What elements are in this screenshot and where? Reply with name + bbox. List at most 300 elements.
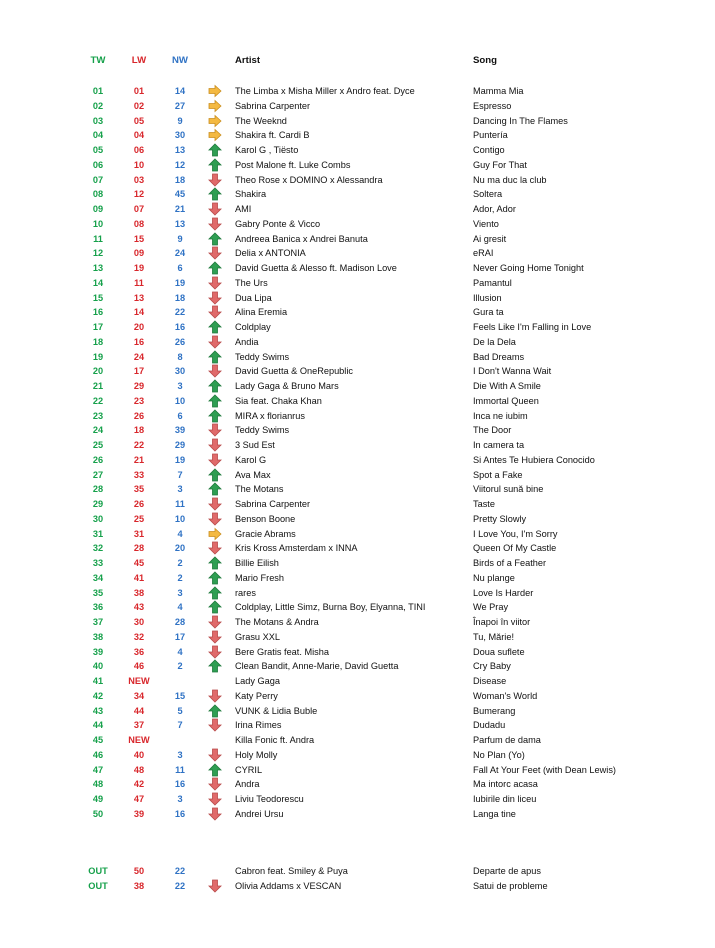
lw-rank: 47	[133, 794, 145, 804]
nw-count: 29	[174, 440, 186, 450]
chart-row	[0, 586, 715, 601]
lw-rank: 28	[133, 543, 145, 554]
artist-name: The Motans	[235, 484, 284, 495]
chart-row	[0, 512, 715, 527]
nw-count: 8	[177, 351, 183, 362]
arrow-down-icon	[208, 173, 222, 187]
song-title: Departe de apus	[473, 866, 541, 876]
tw-rank: 44	[92, 720, 104, 731]
artist-name: rares	[235, 587, 256, 598]
arrow-right-icon	[208, 114, 222, 128]
arrow-up-icon	[208, 187, 222, 201]
song-title: Dancing In The Flames	[473, 115, 568, 126]
nw-count: 15	[174, 690, 186, 701]
artist-name: Benson Boone	[235, 513, 296, 524]
song-title: Espresso	[473, 100, 512, 111]
arrow-down-icon	[208, 305, 222, 319]
arrow-up-icon	[208, 704, 222, 718]
nw-count: 27	[174, 100, 186, 111]
artist-name: Coldplay, Little Simz, Burna Boy, Elyanna, TINI	[235, 602, 426, 613]
nw-count: 3	[177, 794, 183, 804]
lw-rank: 12	[133, 189, 145, 200]
arrow-right-icon	[208, 527, 222, 541]
artist-name: Kris Kross Amsterdam x INNA	[235, 543, 358, 554]
arrow-down-icon	[208, 777, 222, 791]
tw-rank: 23	[92, 410, 104, 421]
chart-row	[0, 468, 715, 483]
nw-count: 18	[174, 292, 186, 303]
lw-rank: 50	[133, 866, 145, 876]
out-rows	[0, 864, 715, 894]
artist-name: David Guetta & OneRepublic	[235, 366, 353, 377]
nw-count: 2	[177, 572, 183, 583]
chart-row	[0, 792, 715, 807]
artist-name: Shakira ft. Cardi B	[235, 130, 310, 141]
arrow-down-icon	[208, 364, 222, 378]
arrow-up-icon	[208, 320, 222, 334]
arrow-up-icon	[208, 571, 222, 585]
artist-name: Mario Fresh	[235, 572, 285, 583]
artist-name: CYRIL	[235, 764, 263, 775]
lw-rank: 26	[133, 499, 145, 509]
arrow-right-icon	[208, 99, 222, 113]
song-title: Feels Like I'm Falling in Love	[473, 322, 592, 332]
arrow-down-icon	[208, 246, 222, 260]
lw-rank: 40	[133, 749, 145, 760]
nw-count: 6	[177, 263, 183, 273]
lw-rank: NEW	[128, 676, 150, 686]
chart-row	[0, 232, 715, 247]
tw-rank: 02	[92, 100, 104, 111]
lw-rank: 31	[133, 528, 145, 539]
chart-row	[0, 261, 715, 276]
arrow-right-icon	[208, 84, 222, 98]
tw-rank: 41	[92, 676, 104, 686]
arrow-down-icon	[208, 748, 222, 762]
chart-row	[0, 527, 715, 542]
arrow-down-icon	[208, 630, 222, 644]
chart-row	[0, 571, 715, 586]
song-title: I Love You, I'm Sorry	[473, 528, 558, 539]
song-title: Dudadu	[473, 720, 506, 731]
arrow-down-icon	[208, 689, 222, 703]
artist-name: The Limba x Misha Miller x Andro feat. Dyce	[235, 86, 415, 96]
nw-count: 22	[174, 880, 186, 891]
chart-row	[0, 541, 715, 556]
artist-name: VUNK & Lidia Buble	[235, 705, 318, 716]
artist-name: Dua Lipa	[235, 292, 272, 303]
song-title: Satui de probleme	[473, 880, 548, 891]
lw-rank: 18	[133, 425, 145, 436]
lw-rank: 11	[134, 277, 144, 288]
nw-header: NW	[172, 55, 188, 66]
song-title: In camera ta	[473, 440, 525, 450]
lw-header: LW	[131, 55, 147, 66]
lw-rank: 19	[133, 263, 145, 273]
lw-rank: 08	[133, 218, 145, 229]
lw-rank: 05	[133, 115, 145, 126]
lw-rank: 02	[133, 100, 145, 111]
lw-rank: 14	[133, 307, 145, 318]
nw-count: 11	[175, 499, 185, 509]
tw-rank: 06	[92, 159, 104, 170]
tw-rank: 12	[92, 248, 104, 259]
artist-name: Lady Gaga	[235, 676, 280, 686]
arrow-down-icon	[208, 453, 222, 467]
arrow-up-icon	[208, 482, 222, 496]
tw-rank: 46	[92, 749, 104, 760]
song-title: Si Antes Te Hubiera Conocido	[473, 454, 595, 465]
arrow-down-icon	[208, 541, 222, 555]
lw-rank: 37	[133, 720, 145, 731]
nw-count: 30	[174, 130, 186, 141]
arrow-down-icon	[208, 645, 222, 659]
artist-name: Delia x ANTONIA	[235, 248, 306, 259]
artist-name: Lady Gaga & Bruno Mars	[235, 381, 339, 391]
artist-name: Cabron feat. Smiley & Puya	[235, 866, 348, 876]
lw-rank: 03	[133, 174, 145, 185]
lw-rank: 32	[133, 631, 145, 642]
chart-row	[0, 305, 715, 320]
chart-row	[0, 615, 715, 630]
chart-rows	[0, 84, 715, 822]
nw-count: 18	[174, 174, 186, 185]
tw-rank: 42	[92, 690, 104, 701]
tw-rank: 22	[92, 395, 104, 406]
tw-rank: OUT	[88, 880, 108, 891]
song-title: Fall At Your Feet (with Dean Lewis)	[473, 764, 616, 775]
artist-name: Liviu Teodorescu	[235, 794, 304, 804]
arrow-up-icon	[208, 394, 222, 408]
nw-count: 3	[177, 484, 183, 495]
song-title: Love Is Harder	[473, 587, 534, 598]
arrow-up-icon	[208, 261, 222, 275]
song-title: Never Going Home Tonight	[473, 263, 584, 273]
tw-rank: 25	[92, 440, 104, 450]
tw-rank: 37	[92, 617, 104, 627]
lw-rank: 35	[133, 484, 145, 495]
lw-rank: 46	[133, 661, 145, 672]
arrow-up-icon	[208, 586, 222, 600]
lw-rank: 44	[133, 705, 145, 716]
artist-name: Karol G , Tiësto	[235, 145, 299, 155]
song-title: Tu, Mărie!	[473, 631, 515, 642]
chart-row	[0, 748, 715, 763]
tw-rank: 11	[93, 233, 103, 244]
chart-row	[0, 879, 715, 894]
song-title: Viento	[473, 218, 499, 229]
song-title: Taste	[473, 499, 495, 509]
chart-row	[0, 497, 715, 512]
chart-row	[0, 217, 715, 232]
chart-row	[0, 763, 715, 778]
artist-name: Andreea Banica x Andrei Banuta	[235, 233, 368, 244]
lw-rank: 04	[133, 130, 145, 141]
nw-count: 14	[174, 86, 186, 96]
tw-rank: 34	[92, 572, 104, 583]
song-title: Doua suflete	[473, 646, 525, 657]
chart-row	[0, 114, 715, 129]
artist-name: Gabry Ponte & Vicco	[235, 218, 321, 229]
song-title: No Plan (Yo)	[473, 749, 525, 760]
chart-row	[0, 173, 715, 188]
tw-rank: 05	[92, 145, 104, 155]
arrow-up-icon	[208, 350, 222, 364]
no-trend-icon	[208, 864, 222, 878]
song-title: Ma intorc acasa	[473, 779, 538, 790]
nw-count: 39	[174, 425, 186, 436]
song-title: Parfum de dama	[473, 735, 541, 745]
arrow-down-icon	[208, 276, 222, 290]
chart-row	[0, 84, 715, 99]
chart-row	[0, 202, 715, 217]
artist-name: Karol G	[235, 454, 267, 465]
chart-row	[0, 291, 715, 306]
nw-count: 45	[174, 189, 186, 200]
arrow-up-icon	[208, 659, 222, 673]
chart-row	[0, 246, 715, 261]
song-title: We Pray	[473, 602, 509, 613]
tw-rank: 50	[92, 808, 104, 819]
song-title: Inca ne iubim	[473, 410, 528, 421]
nw-count: 19	[174, 277, 186, 288]
artist-name: Alina Eremia	[235, 307, 288, 318]
chart-row	[0, 674, 715, 689]
tw-rank: 26	[92, 454, 104, 465]
song-title: Immortal Queen	[473, 395, 539, 406]
lw-rank: 20	[133, 322, 145, 332]
song-title: The Door	[473, 425, 512, 436]
tw-rank: 07	[92, 174, 104, 185]
chart-row	[0, 276, 715, 291]
nw-count: 3	[177, 749, 183, 760]
arrow-up-icon	[208, 232, 222, 246]
arrow-down-icon	[208, 335, 222, 349]
chart-row	[0, 409, 715, 424]
nw-count: 22	[174, 866, 186, 876]
tw-rank: 39	[92, 646, 104, 657]
lw-rank: 36	[133, 646, 145, 657]
song-title: Viitorul sună bine	[473, 484, 544, 495]
arrow-down-icon	[208, 807, 222, 821]
tw-rank: 13	[92, 263, 104, 273]
arrow-up-icon	[208, 409, 222, 423]
arrow-up-icon	[208, 763, 222, 777]
arrow-down-icon	[208, 438, 222, 452]
song-title: Puntería	[473, 130, 508, 141]
chart-row	[0, 807, 715, 822]
song-title: Bumerang	[473, 705, 516, 716]
lw-rank: 16	[133, 336, 145, 347]
chart-row	[0, 379, 715, 394]
artist-name: Clean Bandit, Anne-Marie, David Guetta	[235, 661, 399, 672]
nw-count: 20	[174, 543, 186, 554]
tw-rank: 27	[92, 469, 104, 480]
tw-rank: 40	[92, 661, 104, 672]
artist-name: Coldplay	[235, 322, 271, 332]
artist-name: AMI	[235, 204, 252, 214]
artist-name: Sabrina Carpenter	[235, 499, 311, 509]
artist-name: MIRA x florianrus	[235, 410, 305, 421]
arrow-down-icon	[208, 217, 222, 231]
arrow-up-icon	[208, 600, 222, 614]
chart-row	[0, 733, 715, 748]
lw-rank: 17	[133, 366, 145, 377]
song-title: Illusion	[473, 292, 502, 303]
chart-row	[0, 777, 715, 792]
nw-count: 9	[177, 233, 183, 244]
arrow-down-icon	[208, 718, 222, 732]
chart-row	[0, 143, 715, 158]
chart-row	[0, 704, 715, 719]
lw-rank: 24	[133, 351, 145, 362]
lw-rank: 21	[133, 454, 145, 465]
tw-rank: 08	[92, 189, 104, 200]
nw-count: 4	[177, 528, 183, 539]
lw-rank: 23	[133, 395, 145, 406]
chart-row	[0, 187, 715, 202]
nw-count: 30	[174, 366, 186, 377]
lw-rank: 38	[133, 587, 145, 598]
tw-rank: 09	[92, 204, 104, 214]
tw-rank: 30	[92, 513, 104, 524]
lw-rank: 34	[133, 690, 145, 701]
artist-name: Teddy Swims	[235, 351, 290, 362]
nw-count: 4	[177, 646, 183, 657]
song-title: Guy For That	[473, 159, 527, 170]
song-title: Înapoi în viitor	[473, 617, 531, 627]
chart-row	[0, 556, 715, 571]
chart-row	[0, 718, 715, 733]
song-title: Pamantul	[473, 277, 512, 288]
chart-row	[0, 630, 715, 645]
lw-rank: 33	[133, 469, 145, 480]
arrow-up-icon	[208, 468, 222, 482]
lw-rank: 41	[133, 572, 145, 583]
nw-count: 3	[177, 587, 183, 598]
tw-header: TW	[90, 55, 106, 66]
nw-count: 9	[177, 115, 183, 126]
arrow-down-icon	[208, 792, 222, 806]
chart-row	[0, 600, 715, 615]
no-trend-icon	[208, 674, 222, 688]
chart-row	[0, 659, 715, 674]
nw-count: 21	[174, 204, 186, 214]
artist-name: The Motans & Andra	[235, 617, 319, 627]
artist-name: The Weeknd	[235, 115, 287, 126]
chart-row	[0, 158, 715, 173]
arrow-down-icon	[208, 423, 222, 437]
artist-name: Theo Rose x DOMINO x Alessandra	[235, 174, 383, 185]
song-title: Ai gresit	[473, 233, 507, 244]
chart-row	[0, 482, 715, 497]
arrow-down-icon	[208, 497, 222, 511]
song-title: Bad Dreams	[473, 351, 525, 362]
tw-rank: OUT	[88, 866, 108, 876]
lw-rank: 15	[133, 233, 145, 244]
nw-count: 13	[174, 145, 186, 155]
chart-row	[0, 689, 715, 704]
tw-rank: 21	[92, 381, 104, 391]
song-title: Birds of a Feather	[473, 558, 547, 568]
artist-name: Billie Eilish	[235, 558, 279, 568]
artist-name: Olivia Addams x VESCAN	[235, 880, 342, 891]
artist-name: Andia	[235, 336, 259, 347]
lw-rank: 42	[133, 779, 145, 790]
no-trend-icon	[208, 733, 222, 747]
song-title: I Don't Wanna Wait	[473, 366, 552, 377]
arrow-right-icon	[208, 128, 222, 142]
arrow-down-icon	[208, 615, 222, 629]
lw-rank: 39	[133, 808, 145, 819]
artist-name: Holy Molly	[235, 749, 278, 760]
nw-count: 16	[174, 322, 186, 332]
arrow-up-icon	[208, 158, 222, 172]
tw-rank: 38	[92, 631, 104, 642]
nw-count: 5	[177, 705, 183, 716]
artist-name: The Urs	[235, 277, 268, 288]
song-title: Woman's World	[473, 690, 538, 701]
nw-count: 16	[174, 779, 186, 790]
tw-rank: 35	[92, 587, 104, 598]
tw-rank: 43	[92, 705, 104, 716]
song-title: De la Dela	[473, 336, 516, 347]
lw-rank: 38	[133, 880, 145, 891]
song-title: eRAI	[473, 248, 494, 259]
nw-count: 2	[177, 558, 183, 568]
tw-rank: 20	[92, 366, 104, 377]
chart-row	[0, 320, 715, 335]
song-title: Spot a Fake	[473, 469, 523, 480]
nw-count: 7	[177, 469, 183, 480]
song-title: Nu plange	[473, 572, 515, 583]
chart-row	[0, 364, 715, 379]
song-title: Contigo	[473, 145, 505, 155]
artist-name: Katy Perry	[235, 690, 278, 701]
chart-row	[0, 423, 715, 438]
chart-header	[0, 54, 715, 69]
chart-row	[0, 99, 715, 114]
nw-count: 10	[174, 513, 186, 524]
song-title: Iubirile din liceu	[473, 794, 537, 804]
chart-row	[0, 864, 715, 879]
artist-name: Bere Gratis feat. Misha	[235, 646, 329, 657]
lw-rank: 07	[133, 204, 145, 214]
lw-rank: 10	[133, 159, 145, 170]
tw-rank: 14	[92, 277, 104, 288]
tw-rank: 32	[92, 543, 104, 554]
artist-name: Ava Max	[235, 469, 271, 480]
lw-rank: 09	[133, 248, 145, 259]
chart-row	[0, 350, 715, 365]
lw-rank: 43	[133, 602, 145, 613]
song-title: Queen Of My Castle	[473, 543, 557, 554]
tw-rank: 29	[92, 499, 104, 509]
nw-count: 13	[174, 218, 186, 229]
nw-count: 12	[174, 159, 186, 170]
artist-name: Post Malone ft. Luke Combs	[235, 159, 351, 170]
song-title: Cry Baby	[473, 661, 511, 672]
song-title: Disease	[473, 676, 507, 686]
tw-rank: 03	[92, 115, 104, 126]
tw-rank: 36	[92, 602, 104, 613]
arrow-down-icon	[208, 879, 222, 893]
nw-count: 6	[177, 410, 183, 421]
tw-rank: 17	[92, 322, 104, 332]
tw-rank: 47	[92, 764, 104, 775]
song-title: Nu ma duc la club	[473, 174, 547, 185]
artist-name: Andrei Ursu	[235, 808, 284, 819]
